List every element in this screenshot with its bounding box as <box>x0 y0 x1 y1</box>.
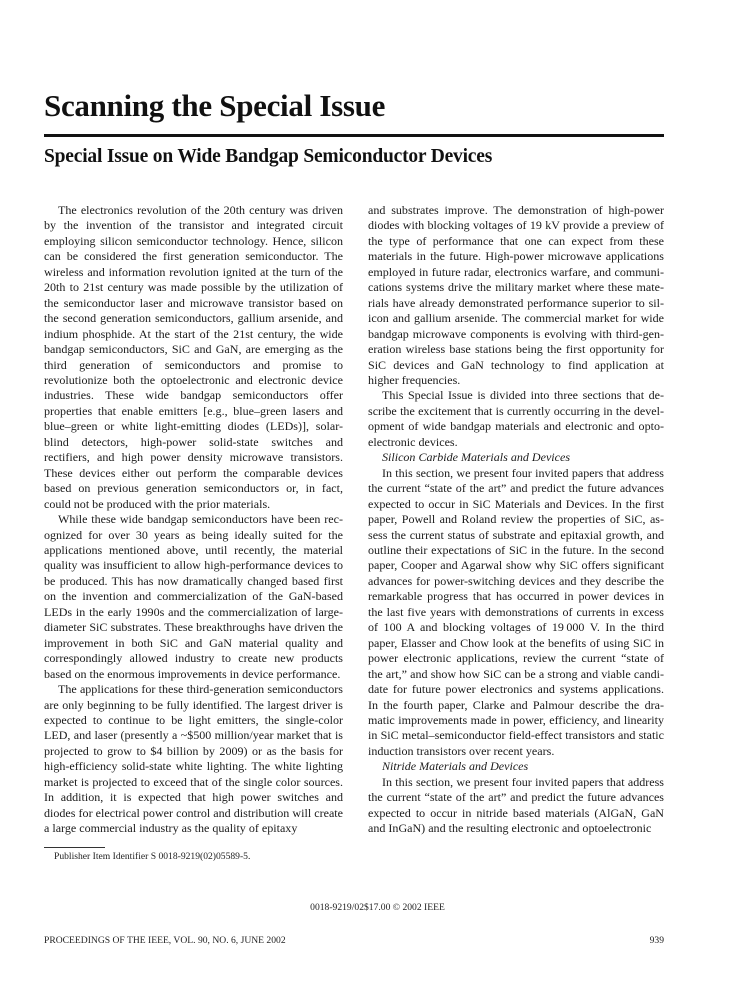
title-rule <box>44 134 664 137</box>
body-paragraph: While these wide bandgap semiconductors have been recognized for over 30 years as being ideally suited for the applications mentioned above, until recently, the material quality was insufficient to allow high-performance devices to be produced. This has now dramatically changed based first on the invention and commercialization of the GaN-based LEDs in the early 1990s and the commercialization of large-diameter SiC substrates. These breakthroughs have driven the improvement in both SiC and GaN material quality and correspondingly allowed industry to create new products based on the enormous improvements in device performance. <box>44 512 343 681</box>
left-column <box>44 203 343 837</box>
special-issue-subtitle: Special Issue on Wide Bandgap Semiconductor Devices <box>44 146 493 167</box>
page-number: 939 <box>649 935 664 946</box>
section-body-silicon-carbide: In this section, we present four invited papers that address the current “state of the art” and predict the future advances expected to occur in SiC Materials and Devices. In the first paper, Powell and Roland review the properties of SiC, assess the current status of substrate and epitaxial growth, and outline their expectations of SiC in the future. In the second paper, Cooper and Agarwal show why SiC offers significant advances for power-switching devices and they describe the remarkable progress that has occurred in power devices in the last five years with demonstrations of currents in excess of 100 A and blocking voltages of 19 000 V. In the third paper, Elasser and Chow look at the benefits of using SiC in power electronic applications, review the current “state of the art,” and show how SiC can be a strong and viable candidate for future power electronics and systems applications. In the fourth paper, Clarke and Palmour describe the dramatic improvements made in power, efficiency, and linearity in SiC metal–semiconductor field-effect transistors and static induction transistors over recent years. <box>368 465 664 758</box>
page-title: Scanning the Special Issue <box>44 88 386 123</box>
right-column <box>368 203 664 837</box>
continuation-paragraph: and substrates improve. The demonstration of high-power diodes with blocking voltages of 19 kV provide a preview of the type of performance that one can expect from these materials in the future. High-power microwave applications employed in future radar, electronics warfare, and communications systems drive the military market where these materials have already demonstrated performance superior to silicon and gallium arsenide. The commercial market for wide bandgap microwave components is evolving with third-generation wireless base stations being the first opportunity for SiC devices and GaN technology to find application at higher frequencies. <box>368 203 664 387</box>
copyright-line: 0018-9219/02$17.00 © 2002 IEEE <box>310 902 445 913</box>
body-paragraph: The electronics revolution of the 20th century was driven by the invention of the transistor and integrated circuit employing silicon semiconductor technology. Hence, silicon can be considered the first generation semiconductor. The wireless and information revolution ignited at the turn of the 20th to 21st century was made possible by the utilization of the semiconductor laser and microwave transistor based on the second generation semiconductors, gallium arsenide, and indium phosphide. At the start of the 21st century, the wide bandgap semiconductors, SiC and GaN, are emerging as the third generation of semiconductors and promise to revolutionize both the optoelectronic and electronic device industries. These wide bandgap semiconductors offer properties that enable emitters [e.g., blue–green lasers and blue–green or white light-emitting diodes (LEDs)], solar-blind detectors, high-power solid-state switches and rectifiers, and high power density microwave transistors. These devices either out perform the comparable devices based on previous generation semiconductors or, in fact, could not be produced with the prior materials. <box>44 203 343 511</box>
body-paragraph: The applications for these third-generation semiconductors are only beginning to be fully identified. The largest driver is expected to continue to be light emitters, the single-color LED, and laser (presently a ~$500 million/year market that is projected to grow to $4 billion by 2009) or as the basis for high-efficiency solid-state white lighting. The white lighting market is projected to exceed that of the single color sources. In addition, it is expected that high power switches and diodes for electrical power control and distribution will create a large commercial industry as the quality of epitaxy <box>44 682 343 836</box>
footnote: Publisher Item Identifier S 0018-9219(02)05589-5. <box>54 851 251 862</box>
section-heading-nitride: Nitride Materials and Devices <box>382 759 529 774</box>
journal-footer: PROCEEDINGS OF THE IEEE, VOL. 90, NO. 6, JUNE 2002 <box>44 935 286 946</box>
section-heading-silicon-carbide: Silicon Carbide Materials and Devices <box>382 450 571 465</box>
section-body-nitride: In this section, we present four invited papers that address the current “state of the art” and predict the future advances expected to occur in nitride based materials (AlGaN, GaN and InGaN) and the resulting electronic and optoelectronic <box>368 774 664 836</box>
footnote-rule <box>44 847 105 848</box>
intro-paragraph: This Special Issue is divided into three sections that describe the excitement that is currently occurring in the development of wide bandgap materials and electronic and optoelectronic devices. <box>368 388 664 449</box>
